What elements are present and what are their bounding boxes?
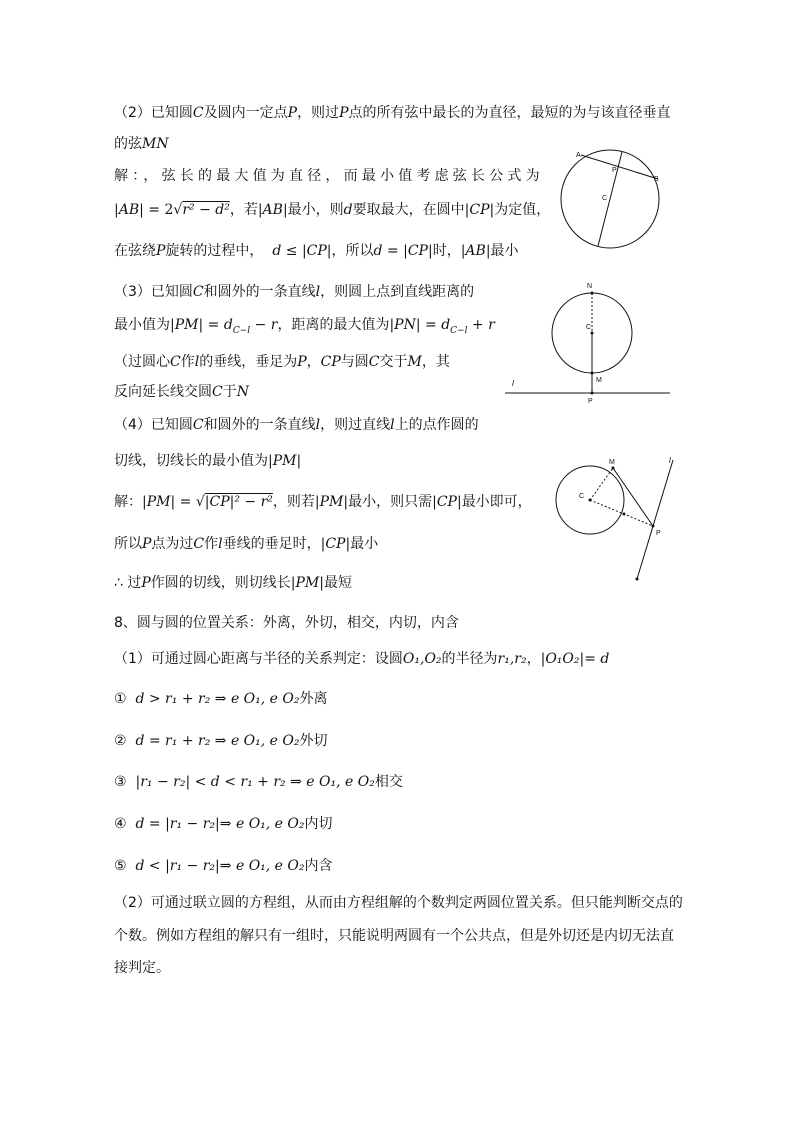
s3-line4: 反向延长线交圆C于N	[114, 384, 249, 400]
fig1-label-b: B	[654, 176, 659, 183]
s8-item-4: ④ d = |r₁ − r₂|⇒ e O₁, e O₂内切	[114, 816, 333, 832]
fig2-point-m	[591, 372, 594, 375]
fig2-point-n	[591, 292, 594, 295]
fig3-label-l: l	[669, 456, 671, 465]
fig1-label-c: C	[602, 195, 608, 202]
fig3-point-p	[652, 525, 655, 528]
s2-line1: （2）已知圆C及圆内一定点P，则过P点的所有弦中最长的为直径，最短的为与该直径垂直	[114, 105, 671, 121]
s8-heading: 8、圆与圆的位置关系：外离，外切，相交，内切，内含	[114, 615, 459, 631]
s8-item-3: ③ |r₁ − r₂| < d < r₁ + r₂ ⇒ e O₁, e O₂相交	[114, 774, 403, 790]
fig2-label-n: N	[587, 283, 593, 290]
s4-line4: 所以P点为过C作l垂线的垂足时，|CP|最小	[114, 536, 379, 552]
s3-line3: （过圆心C作l的垂线，垂足为P，CP与圆C交于M，其	[114, 354, 450, 370]
s4-line5: ∴ 过P作圆的切线，则切线长|PM|最短	[114, 575, 352, 591]
fig2-label-c: C	[586, 324, 592, 331]
fig3-dotted-cm	[590, 468, 613, 500]
fig2-label-p: P	[588, 398, 593, 405]
s3-line1: （3）已知圆C和圆外的一条直线l，则圆上点到直线距离的	[114, 284, 475, 300]
fig1-label-a: A	[576, 152, 581, 159]
s8-p2-line1: （2）可通过联立圆的方程组，从而由方程组解的个数判定两圆位置关系。但只能判断交点的	[114, 895, 683, 911]
s8-item-2: ② d = r₁ + r₂ ⇒ e O₁, e O₂外切	[114, 733, 328, 749]
s4-line1: （4）已知圆C和圆外的一条直线l，则过直线l上的点作圆的	[114, 417, 479, 433]
s8-p2-line2: 个数。例如方程组的解只有一组时，只能说明两圆有一个公共点，但是外切还是内切无法直	[114, 928, 674, 944]
fig3-point-touch	[623, 513, 626, 516]
fig2-label-l: l	[512, 379, 514, 388]
fig1-label-p: P	[612, 167, 617, 174]
s2-line2: 的弦MN	[114, 136, 169, 152]
s4-line2: 切线，切线长的最小值为|PM|	[114, 453, 302, 469]
s4-solution-line: 解：|PM| = √|CP|² − r²，则若|PM|最小，则只需|CP|最小即可，	[114, 494, 532, 510]
fig3-label-p: P	[656, 530, 661, 537]
fig2-label-m: M	[596, 377, 602, 384]
s8-p2-line3: 接判定。	[114, 960, 170, 976]
figure-chord-diagram	[560, 150, 662, 252]
fig2-point-c	[591, 332, 594, 335]
s8-item-5: ⑤ d < |r₁ − r₂|⇒ e O₁, e O₂内含	[114, 858, 333, 874]
fig3-line-end	[636, 578, 639, 581]
fig2-point-p	[591, 392, 594, 395]
fig3-point-c	[589, 499, 592, 502]
figure-tangent-diagram	[555, 455, 685, 585]
s8-item-1: ① d > r₁ + r₂ ⇒ e O₁, e O₂外离	[114, 691, 328, 707]
s2-solution-line1: 解：，弦长的最大值为直径，而最小值考虑弦长公式为	[114, 168, 544, 184]
s2-solution-line2: |AB| = 2√r² − d²，若|AB|最小，则d要取最大，在圆中|CP|为定值，	[114, 202, 551, 218]
s2-solution-line3: 在弦绕P旋转的过程中， d ≤ |CP|，所以d = |CP|时，|AB|最小	[114, 243, 519, 259]
fig3-line-l	[637, 460, 673, 579]
fig3-point-m	[612, 467, 615, 470]
s8-p1: （1）可通过圆心距离与半径的关系判定：设圆O₁,O₂的半径为r₁,r₂，|O₁O₂|= d	[114, 651, 610, 667]
s3-line2: 最小值为$|PM| = d_{C-l} - r$，距离的最大值为$|PN| = d_{C-l} + r$	[114, 317, 495, 336]
fig3-label-m: M	[609, 459, 615, 466]
figure-distance-diagram	[500, 278, 680, 403]
fig3-label-c: C	[579, 493, 585, 500]
